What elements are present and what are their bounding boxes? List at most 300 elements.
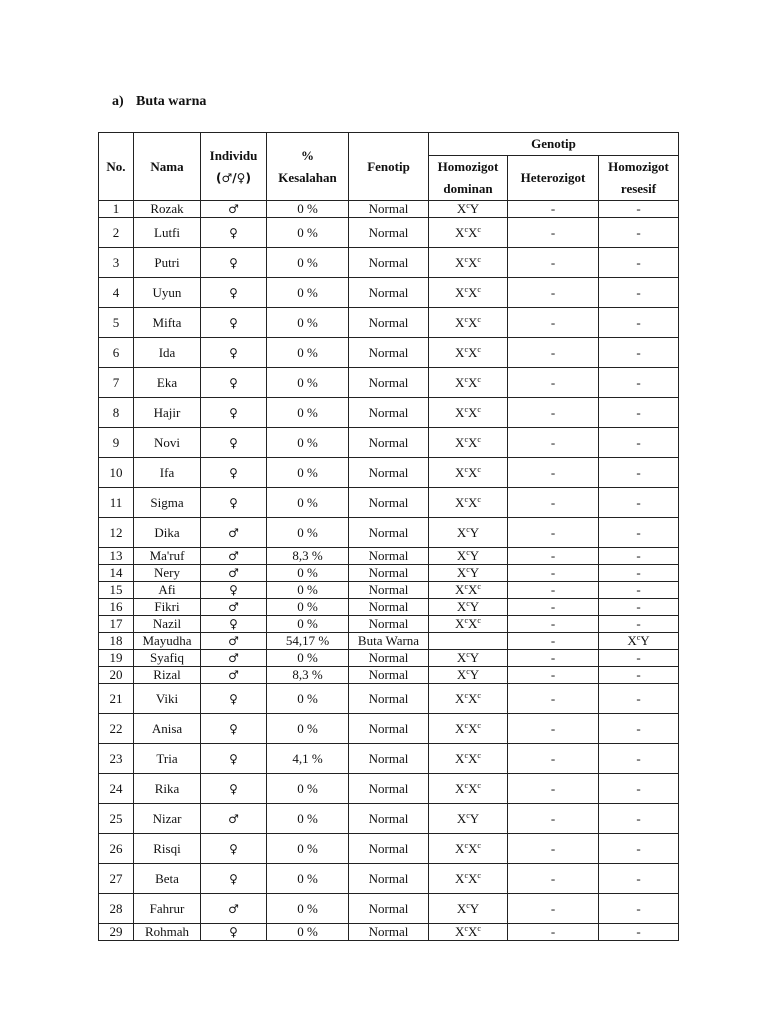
cell-homozigot-resesif-text: - (636, 750, 641, 766)
cell-kesalahan-text: 54,17 % (285, 633, 330, 648)
cell-nama (134, 924, 201, 941)
cell-no-text: 5 (112, 314, 120, 330)
cell-homozigot-dominan-text: $X^cY$ (456, 667, 480, 682)
cell-nama (134, 650, 201, 667)
cell-sex-text: ♀ (229, 841, 238, 856)
cell-homozigot-dominan-text: $X^cY$ (456, 201, 480, 216)
table-row (99, 599, 679, 616)
cell-homozigot-resesif-text: - (636, 667, 641, 682)
cell-fenotip (349, 428, 429, 458)
cell-no-text: 12 (109, 524, 123, 540)
cell-fenotip-text: Normal (368, 900, 409, 916)
table-row (99, 565, 679, 582)
cell-kesalahan (267, 518, 349, 548)
cell-sex-text: ♀ (229, 617, 238, 631)
cell-sex (201, 667, 267, 684)
cell-fenotip-text: Normal (368, 667, 409, 682)
cell-homozigot-dominan (429, 368, 508, 398)
cell-homozigot-dominan (429, 518, 508, 548)
cell-no-text: 7 (112, 374, 120, 390)
cell-kesalahan-text: 0 % (297, 344, 318, 360)
cell-kesalahan-text: 0 % (297, 690, 318, 706)
cell-kesalahan (267, 308, 349, 338)
cell-kesalahan-text: 8,3 % (292, 548, 323, 563)
cell-homozigot-dominan (429, 864, 508, 894)
cell-homozigot-resesif-text: - (636, 548, 641, 563)
cell-sex (201, 368, 267, 398)
cell-heterozigot-text: - (550, 434, 556, 450)
cell-nama (134, 278, 201, 308)
cell-homozigot-dominan (429, 744, 508, 774)
cell-nama (134, 488, 201, 518)
header-homozigot-resesif-line2: resesif (620, 181, 657, 196)
cell-sex (201, 616, 267, 633)
cell-nama-text: Rizal (153, 667, 181, 682)
cell-no-text: 28 (109, 900, 123, 916)
cell-heterozigot-text: - (550, 548, 556, 563)
cell-no (99, 599, 134, 616)
cell-homozigot-dominan (429, 599, 508, 616)
table-row (99, 804, 679, 834)
cell-kesalahan-text: 0 % (297, 840, 318, 856)
cell-sex-text: ♀ (229, 255, 238, 270)
cell-no-text: 11 (109, 494, 123, 510)
cell-kesalahan-text: 0 % (297, 650, 318, 665)
cell-homozigot-resesif-text: - (636, 374, 641, 390)
cell-kesalahan-text: 0 % (297, 524, 318, 540)
cell-nama-text: Mayudha (142, 633, 192, 648)
cell-no (99, 616, 134, 633)
cell-homozigot-resesif (599, 278, 679, 308)
cell-heterozigot (508, 924, 599, 941)
cell-fenotip (349, 398, 429, 428)
cell-heterozigot-text: - (550, 599, 556, 614)
cell-homozigot-resesif-text: - (636, 224, 641, 240)
cell-homozigot-dominan (429, 488, 508, 518)
cell-homozigot-resesif-text: - (636, 582, 641, 597)
cell-sex-text: ♀ (229, 285, 238, 300)
cell-homozigot-resesif (599, 633, 679, 650)
cell-heterozigot (508, 616, 599, 633)
cell-sex-text: ♂ (228, 549, 239, 563)
cell-sex-text: ♀ (229, 691, 238, 706)
cell-homozigot-resesif-text: - (636, 720, 641, 736)
cell-no (99, 518, 134, 548)
cell-heterozigot (508, 278, 599, 308)
cell-fenotip-text: Normal (368, 224, 409, 240)
cell-sex-text: ♀ (229, 721, 238, 736)
table-row (99, 650, 679, 667)
cell-fenotip (349, 458, 429, 488)
cell-kesalahan (267, 744, 349, 774)
cell-heterozigot-text: - (550, 494, 556, 510)
header-homozigot-resesif-line1: Homozigot (608, 159, 669, 174)
cell-fenotip (349, 714, 429, 744)
cell-sex-text: ♀ (229, 375, 238, 390)
cell-sex (201, 338, 267, 368)
cell-no (99, 804, 134, 834)
cell-nama-text: Fikri (154, 599, 180, 614)
cell-sex-text: ♀ (229, 315, 238, 330)
cell-homozigot-resesif-text: - (636, 201, 641, 216)
table-row (99, 633, 679, 650)
cell-kesalahan-text: 0 % (297, 810, 318, 826)
cell-homozigot-resesif (599, 458, 679, 488)
table-row (99, 894, 679, 924)
cell-sex-text: ♀ (229, 345, 238, 360)
cell-kesalahan (267, 398, 349, 428)
table-row (99, 488, 679, 518)
cell-homozigot-resesif-text: - (636, 524, 641, 540)
cell-fenotip (349, 744, 429, 774)
cell-kesalahan-text: 0 % (297, 254, 318, 270)
cell-no-text: 6 (112, 344, 120, 360)
cell-sex (201, 398, 267, 428)
cell-nama (134, 684, 201, 714)
section-letter: a) (112, 94, 124, 109)
cell-fenotip (349, 633, 429, 650)
cell-heterozigot (508, 368, 599, 398)
cell-homozigot-resesif-text: - (636, 840, 641, 856)
cell-homozigot-dominan (429, 428, 508, 458)
cell-nama (134, 894, 201, 924)
cell-sex (201, 565, 267, 582)
table-row (99, 582, 679, 599)
cell-homozigot-resesif-text: - (636, 690, 641, 706)
cell-no (99, 633, 134, 650)
cell-fenotip-text: Normal (368, 284, 409, 300)
cell-heterozigot-text: - (550, 750, 556, 766)
cell-nama (134, 834, 201, 864)
cell-fenotip (349, 518, 429, 548)
cell-homozigot-dominan (429, 894, 508, 924)
cell-kesalahan (267, 201, 349, 218)
cell-nama (134, 582, 201, 599)
cell-kesalahan-text: 0 % (297, 582, 318, 597)
cell-heterozigot-text: - (550, 344, 556, 360)
cell-heterozigot-text: - (550, 201, 556, 216)
cell-no-text: 2 (112, 224, 120, 240)
cell-heterozigot-text: - (550, 720, 556, 736)
cell-fenotip-text: Normal (368, 780, 409, 796)
cell-nama (134, 458, 201, 488)
cell-heterozigot (508, 864, 599, 894)
cell-nama (134, 428, 201, 458)
cell-heterozigot-text: - (550, 224, 556, 240)
cell-nama-text: Tria (156, 750, 178, 766)
cell-nama-text: Rika (154, 780, 180, 796)
cell-homozigot-resesif (599, 428, 679, 458)
cell-sex-text: ♀ (229, 925, 238, 939)
cell-sex (201, 650, 267, 667)
cell-fenotip-text: Normal (368, 650, 409, 665)
cell-homozigot-dominan (429, 548, 508, 565)
cell-homozigot-dominan (429, 201, 508, 218)
cell-no-text: 13 (109, 548, 123, 563)
cell-homozigot-dominan-text: $X^cX^c$ (455, 464, 481, 480)
cell-nama (134, 599, 201, 616)
cell-nama-text: Ida (158, 344, 176, 360)
cell-no (99, 458, 134, 488)
cell-sex-text: ♀ (229, 495, 238, 510)
cell-heterozigot (508, 201, 599, 218)
cell-homozigot-dominan (429, 308, 508, 338)
cell-kesalahan (267, 368, 349, 398)
cell-no-text: 21 (109, 690, 123, 706)
cell-kesalahan (267, 633, 349, 650)
cell-nama (134, 864, 201, 894)
cell-homozigot-dominan (429, 278, 508, 308)
cell-homozigot-dominan (429, 667, 508, 684)
cell-homozigot-resesif (599, 398, 679, 428)
table-row (99, 428, 679, 458)
cell-heterozigot (508, 599, 599, 616)
cell-fenotip-text: Normal (368, 582, 409, 597)
cell-fenotip (349, 565, 429, 582)
cell-homozigot-dominan-text: $X^cY$ (456, 548, 480, 563)
header-kesalahan-line1: % (301, 147, 314, 163)
cell-homozigot-resesif-text: - (636, 314, 641, 330)
cell-heterozigot-text: - (550, 616, 556, 631)
cell-heterozigot (508, 582, 599, 599)
cell-sex (201, 582, 267, 599)
cell-sex (201, 744, 267, 774)
cell-nama-text: Anisa (151, 720, 183, 736)
cell-kesalahan-text: 0 % (297, 599, 318, 614)
cell-kesalahan (267, 834, 349, 864)
cell-nama (134, 633, 201, 650)
cell-no-text: 17 (109, 616, 123, 631)
cell-homozigot-dominan (429, 684, 508, 714)
cell-fenotip-text: Normal (368, 404, 409, 420)
table-row (99, 398, 679, 428)
buta-warna-table (98, 132, 679, 941)
cell-homozigot-resesif (599, 218, 679, 248)
cell-homozigot-resesif-text: - (636, 434, 641, 450)
cell-fenotip (349, 338, 429, 368)
cell-no-text: 15 (109, 582, 123, 597)
cell-fenotip-text: Normal (368, 720, 409, 736)
cell-sex-text: ♀ (229, 225, 238, 240)
cell-kesalahan (267, 582, 349, 599)
cell-heterozigot (508, 834, 599, 864)
cell-heterozigot (508, 650, 599, 667)
cell-nama-text: Rohmah (144, 924, 190, 939)
cell-no-text: 4 (112, 284, 120, 300)
cell-homozigot-dominan (429, 774, 508, 804)
cell-homozigot-dominan (429, 804, 508, 834)
header-individu (201, 133, 267, 201)
cell-nama (134, 804, 201, 834)
cell-no-text: 8 (112, 404, 120, 420)
cell-sex (201, 548, 267, 565)
cell-homozigot-dominan-text: $X^cX^c$ (455, 404, 481, 420)
cell-homozigot-dominan (429, 248, 508, 278)
cell-heterozigot-text: - (550, 284, 556, 300)
cell-homozigot-resesif (599, 582, 679, 599)
cell-no-text: 14 (109, 565, 123, 580)
cell-fenotip (349, 650, 429, 667)
cell-heterozigot (508, 774, 599, 804)
cell-heterozigot (508, 248, 599, 278)
cell-sex (201, 428, 267, 458)
cell-no-text: 18 (109, 633, 123, 648)
cell-homozigot-dominan-text: $X^cX^c$ (455, 582, 481, 597)
cell-nama (134, 548, 201, 565)
section-title (112, 94, 206, 110)
cell-kesalahan (267, 428, 349, 458)
cell-heterozigot-text: - (550, 924, 556, 939)
cell-no-text: 24 (109, 780, 123, 796)
cell-homozigot-resesif (599, 201, 679, 218)
header-individu-line1: Individu (209, 147, 258, 163)
cell-homozigot-resesif-text: - (636, 900, 641, 916)
cell-homozigot-dominan-text: $X^cX^c$ (455, 314, 481, 330)
cell-sex (201, 633, 267, 650)
cell-sex (201, 684, 267, 714)
cell-heterozigot (508, 684, 599, 714)
cell-kesalahan-text: 0 % (297, 224, 318, 240)
header-homozigot-dominan-line1: Homozigot (437, 159, 499, 174)
cell-fenotip-text: Normal (368, 494, 409, 510)
cell-fenotip-text: Normal (368, 314, 409, 330)
cell-no (99, 338, 134, 368)
cell-kesalahan (267, 684, 349, 714)
cell-sex-text: ♂ (228, 634, 239, 648)
cell-nama-text: Hajir (153, 404, 181, 420)
cell-nama-text: Ma'ruf (149, 548, 185, 563)
cell-fenotip (349, 684, 429, 714)
cell-homozigot-resesif-text: - (636, 565, 641, 580)
cell-kesalahan (267, 488, 349, 518)
cell-fenotip (349, 834, 429, 864)
cell-homozigot-resesif (599, 488, 679, 518)
cell-sex-text: ♂ (228, 202, 239, 216)
cell-nama-text: Nazil (152, 616, 182, 631)
table-row (99, 684, 679, 714)
cell-fenotip-text: Normal (368, 870, 409, 886)
cell-fenotip-text: Normal (368, 434, 409, 450)
cell-fenotip (349, 548, 429, 565)
cell-heterozigot (508, 338, 599, 368)
table-row (99, 518, 679, 548)
cell-kesalahan-text: 0 % (297, 870, 318, 886)
table-row (99, 201, 679, 218)
cell-homozigot-resesif-text: - (636, 650, 641, 665)
cell-no (99, 667, 134, 684)
cell-homozigot-dominan (429, 338, 508, 368)
header-nama: Nama (134, 133, 201, 201)
cell-nama-text: Eka (156, 374, 178, 390)
cell-sex-text: ♀ (229, 583, 238, 597)
cell-kesalahan (267, 924, 349, 941)
cell-nama-text: Sigma (150, 494, 184, 510)
header-fenotip: Fenotip (349, 133, 429, 201)
cell-homozigot-resesif (599, 248, 679, 278)
cell-nama (134, 774, 201, 804)
cell-homozigot-dominan-text: $X^cX^c$ (455, 284, 481, 300)
cell-sex-text: ♂ (228, 811, 239, 826)
cell-sex-text: ♀ (229, 751, 238, 766)
cell-fenotip-text: Normal (368, 690, 409, 706)
cell-fenotip (349, 864, 429, 894)
cell-heterozigot-text: - (550, 633, 556, 648)
cell-kesalahan-text: 4,1 % (292, 750, 323, 766)
cell-no-text: 22 (109, 720, 123, 736)
cell-kesalahan (267, 599, 349, 616)
cell-sex-text: ♀ (229, 465, 238, 480)
cell-nama-text: Syafiq (150, 650, 184, 665)
header-individu-line2: (♂/♀) (216, 170, 251, 185)
cell-homozigot-resesif-text: - (636, 344, 641, 360)
cell-nama-text: Mifta (152, 314, 182, 330)
cell-no (99, 218, 134, 248)
cell-fenotip-text: Normal (368, 616, 409, 631)
cell-no-text: 3 (112, 254, 120, 270)
cell-kesalahan (267, 894, 349, 924)
cell-kesalahan-text: 8,3 % (292, 667, 323, 682)
cell-fenotip (349, 368, 429, 398)
cell-fenotip-text: Normal (368, 254, 409, 270)
cell-no (99, 308, 134, 338)
cell-sex-text: ♀ (229, 405, 238, 420)
cell-sex-text: ♂ (228, 600, 239, 614)
header-kesalahan (267, 133, 349, 201)
table-row (99, 338, 679, 368)
cell-nama-text: Putri (154, 254, 180, 270)
table-row (99, 924, 679, 941)
cell-nama (134, 714, 201, 744)
cell-sex (201, 714, 267, 744)
header-heterozigot: Heterozigot (508, 156, 599, 201)
cell-fenotip-text: Normal (368, 344, 409, 360)
cell-fenotip-text: Normal (368, 524, 409, 540)
table-row (99, 458, 679, 488)
cell-sex (201, 599, 267, 616)
cell-no-text: 9 (112, 434, 120, 450)
cell-sex (201, 834, 267, 864)
cell-homozigot-dominan-text: $X^cX^c$ (455, 720, 481, 736)
cell-nama-text: Novi (154, 434, 180, 450)
table-row (99, 834, 679, 864)
cell-fenotip-text: Normal (368, 464, 409, 480)
cell-sex (201, 774, 267, 804)
cell-kesalahan-text: 0 % (297, 780, 318, 796)
cell-no-text: 20 (109, 667, 123, 682)
cell-homozigot-resesif (599, 565, 679, 582)
header-kesalahan-line2: Kesalahan (278, 169, 337, 185)
cell-homozigot-resesif-text: - (636, 870, 641, 886)
cell-heterozigot (508, 804, 599, 834)
cell-no (99, 650, 134, 667)
cell-nama (134, 218, 201, 248)
cell-heterozigot-text: - (550, 900, 556, 916)
cell-homozigot-dominan (429, 924, 508, 941)
cell-no (99, 744, 134, 774)
cell-homozigot-dominan-text: $X^cX^c$ (455, 750, 481, 766)
cell-homozigot-dominan-text: $X^cX^c$ (455, 870, 481, 886)
cell-homozigot-resesif-text: - (636, 780, 641, 796)
cell-nama-text: Lutfi (154, 224, 180, 240)
cell-homozigot-resesif-text: - (636, 464, 641, 480)
cell-heterozigot (508, 667, 599, 684)
cell-heterozigot (508, 428, 599, 458)
cell-kesalahan (267, 667, 349, 684)
cell-homozigot-resesif (599, 894, 679, 924)
cell-heterozigot (508, 714, 599, 744)
cell-kesalahan-text: 0 % (297, 374, 318, 390)
cell-fenotip (349, 599, 429, 616)
